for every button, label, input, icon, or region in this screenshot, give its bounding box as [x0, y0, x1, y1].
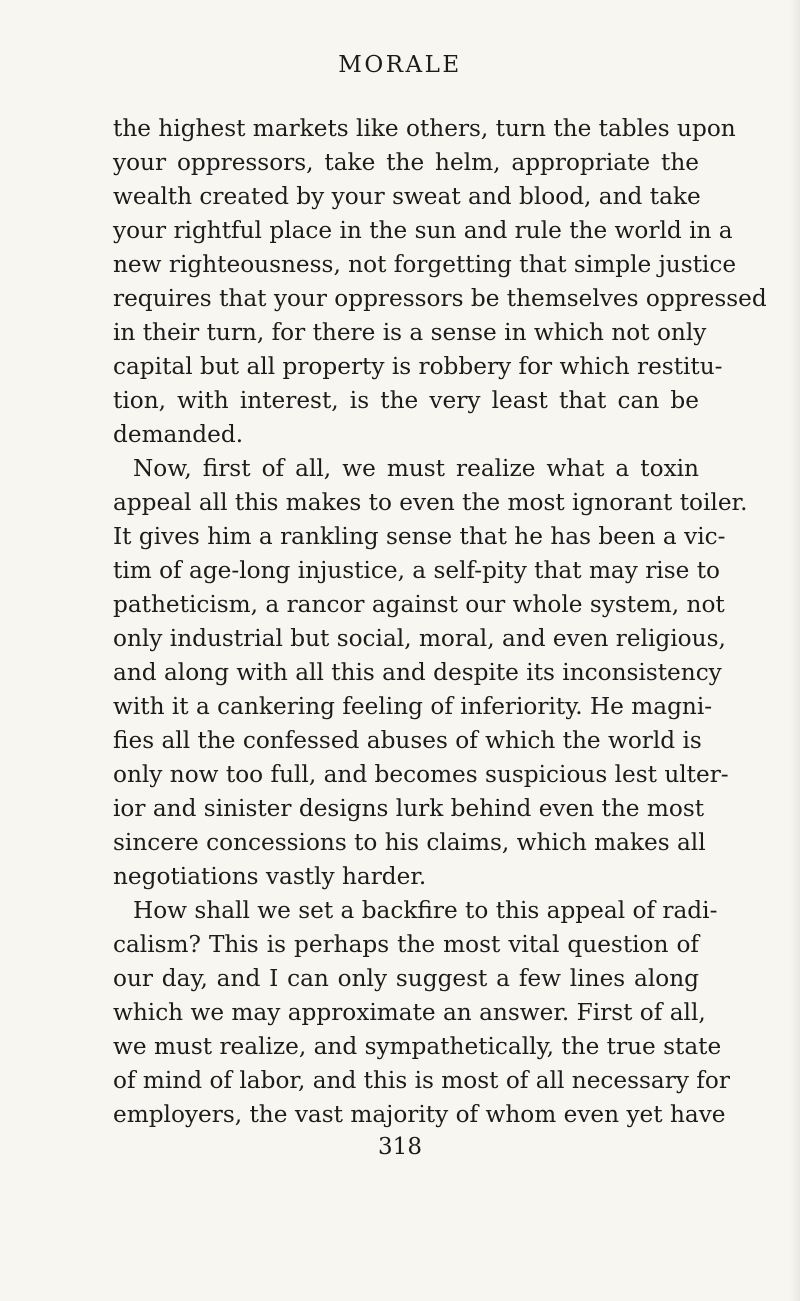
text-line: wealth created by your sweat and blood, and take [113, 183, 701, 210]
text-line: It gives him a rankling sense that he has been a vic- [113, 523, 726, 550]
text-line: with it a cankering feeling of inferiority. He magni- [113, 693, 713, 720]
text-line: the highest markets like others, turn the tables upon [113, 115, 736, 142]
text-line: capital but all property is robbery for which restitu- [113, 353, 723, 380]
text-line: demanded. [113, 421, 244, 448]
text-line: employers, the vast majority of whom even yet have [113, 1101, 726, 1128]
text-line: in their turn, for there is a sense in which not only [113, 319, 707, 346]
paragraph-first-line: Now, first of all, we must realize what a toxin [133, 455, 699, 482]
text-line: tion, with interest, is the very least that can be [113, 387, 699, 414]
text-line: only now too full, and becomes suspicious lest ulter- [113, 761, 729, 788]
running-head: MORALE [338, 52, 462, 78]
text-line: only industrial but social, moral, and even religious, [113, 625, 726, 652]
text-line: new righteousness, not forgetting that simple justice [113, 251, 737, 278]
text-line: sincere concessions to his claims, which makes all [113, 829, 706, 856]
text-line: we must realize, and sympathetically, the true state [113, 1033, 722, 1060]
text-line: appeal all this makes to even the most ignorant toiler. [113, 489, 748, 516]
paragraph-first-line: How shall we set a backfire to this appeal of radi- [133, 897, 718, 924]
text-line: your oppressors, take the helm, appropriate the [113, 149, 699, 176]
text-line: your rightful place in the sun and rule the world in a [113, 217, 733, 244]
text-line: negotiations vastly harder. [113, 863, 427, 890]
page-edge-shadow [790, 0, 800, 1301]
text-line: calism? This is perhaps the most vital question of [113, 931, 699, 958]
text-line: fies all the confessed abuses of which the world is [113, 727, 702, 754]
text-line: our day, and I can only suggest a few lines along [113, 965, 699, 992]
text-line: and along with all this and despite its inconsistency [113, 659, 722, 686]
text-line: tim of age-long injustice, a self-pity that may rise to [113, 557, 720, 584]
text-line: requires that your oppressors be themselves oppressed [113, 285, 767, 312]
text-line: which we may approximate an answer. First of all, [113, 999, 706, 1026]
page-number: 318 [378, 1134, 422, 1160]
text-line: of mind of labor, and this is most of all necessary for [113, 1067, 730, 1094]
text-line: ior and sinister designs lurk behind even the most [113, 795, 705, 822]
text-line: patheticism, a rancor against our whole system, not [113, 591, 725, 618]
